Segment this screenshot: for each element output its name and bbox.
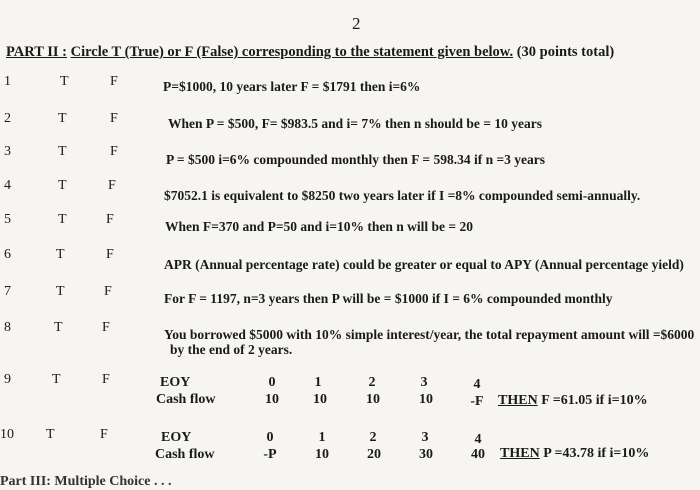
eoy-value: 0 xyxy=(268,375,276,390)
false-option[interactable]: F xyxy=(110,144,118,159)
eoy-value: 4 xyxy=(473,377,481,392)
question-row xyxy=(0,144,700,168)
then-keyword: THEN xyxy=(500,446,540,461)
false-option[interactable]: F xyxy=(108,178,116,193)
true-option[interactable]: T xyxy=(56,284,65,299)
question-row xyxy=(0,372,700,412)
question-statement: When P = $500, F= $983.5 and i= 7% then n should be = 10 years xyxy=(168,116,542,131)
true-option[interactable]: T xyxy=(56,247,65,262)
cash-flow-label: Cash flow xyxy=(155,447,215,462)
question-number: 8 xyxy=(4,320,11,335)
question-number: 3 xyxy=(4,144,11,159)
page-number: 2 xyxy=(352,14,361,33)
cash-flow-label: Cash flow xyxy=(156,392,216,407)
false-option[interactable]: F xyxy=(100,427,108,442)
question-row xyxy=(0,111,700,135)
points-text: (30 points total) xyxy=(516,44,615,60)
question-number: 1 xyxy=(4,74,11,89)
true-option[interactable]: T xyxy=(60,74,69,89)
question-statement: For F = 1197, n=3 years then P will be = $1000 if I = 6% compounded monthly xyxy=(164,291,613,306)
cash-flow-value: 10 xyxy=(313,392,327,407)
question-number: 9 xyxy=(4,372,11,387)
question-row xyxy=(0,74,700,98)
condition-text: F =61.05 if i=10% xyxy=(541,393,648,408)
cash-flow-value: 20 xyxy=(367,447,381,462)
true-option[interactable]: T xyxy=(58,111,67,126)
question-number: 4 xyxy=(4,178,11,193)
answer-condition xyxy=(498,393,648,409)
cash-flow-value: 10 xyxy=(265,392,279,407)
false-option[interactable]: F xyxy=(102,320,110,335)
eoy-value: 3 xyxy=(421,430,429,445)
true-option[interactable]: T xyxy=(52,372,61,387)
question-row xyxy=(0,178,700,202)
true-option[interactable]: T xyxy=(46,427,55,442)
answer-condition xyxy=(500,446,649,462)
instruction-text: Circle T (True) or F (False) corresponding to the statement given below. xyxy=(70,44,514,60)
question-number: 10 xyxy=(0,427,14,442)
question-statement: You borrowed $5000 with 10% simple interest/year, the total repayment amount will =$6000 xyxy=(164,327,695,342)
question-number: 2 xyxy=(4,111,11,126)
question-row xyxy=(0,247,700,271)
false-option[interactable]: F xyxy=(102,372,110,387)
question-statement: When F=370 and P=50 and i=10% then n will be = 20 xyxy=(165,219,473,234)
next-section-header-cut: Part III: Multiple Choice . . . xyxy=(0,474,172,489)
question-row xyxy=(0,212,700,236)
condition-text: P =43.78 if i=10% xyxy=(543,446,650,461)
cash-flow-value: 30 xyxy=(419,447,433,462)
question-statement: P=$1000, 10 years later F = $1791 then i=6% xyxy=(163,79,421,94)
cash-flow-value: 40 xyxy=(471,447,485,462)
false-option[interactable]: F xyxy=(110,111,118,126)
eoy-label: EOY xyxy=(161,430,192,445)
cash-flow-value: -F xyxy=(470,394,484,409)
eoy-value: 0 xyxy=(266,430,274,445)
true-option[interactable]: T xyxy=(58,212,67,227)
question-statement: P = $500 i=6% compounded monthly then F = 598.34 if n =3 years xyxy=(166,152,546,167)
true-option[interactable]: T xyxy=(58,178,67,193)
cash-flow-value: 10 xyxy=(366,392,380,407)
question-row xyxy=(0,284,700,308)
true-option[interactable]: T xyxy=(54,320,63,335)
false-option[interactable]: F xyxy=(106,247,114,262)
eoy-value: 3 xyxy=(420,375,428,390)
question-row xyxy=(0,427,700,467)
cash-flow-value: 10 xyxy=(315,447,329,462)
eoy-value: 4 xyxy=(474,432,482,447)
eoy-value: 2 xyxy=(369,430,377,445)
cash-flow-value: -P xyxy=(263,447,277,462)
part-label: PART II : xyxy=(6,44,67,60)
part-header xyxy=(6,44,614,61)
false-option[interactable]: F xyxy=(104,284,112,299)
question-row xyxy=(0,320,700,360)
false-option[interactable]: F xyxy=(106,212,114,227)
then-keyword: THEN xyxy=(498,393,538,408)
eoy-label: EOY xyxy=(160,375,191,390)
question-number: 7 xyxy=(4,284,11,299)
cash-flow-value: 10 xyxy=(419,392,433,407)
eoy-value: 1 xyxy=(314,375,322,390)
question-number: 5 xyxy=(4,212,11,227)
question-statement-continued: by the end of 2 years. xyxy=(170,342,293,357)
false-option[interactable]: F xyxy=(110,74,118,89)
eoy-value: 1 xyxy=(318,430,326,445)
true-option[interactable]: T xyxy=(58,144,67,159)
eoy-value: 2 xyxy=(368,375,376,390)
question-number: 6 xyxy=(4,247,11,262)
question-statement: APR (Annual percentage rate) could be greater or equal to APY (Annual percentage yield) xyxy=(164,257,684,272)
question-statement: $7052.1 is equivalent to $8250 two years later if I =8% compounded semi-annually. xyxy=(164,188,641,203)
